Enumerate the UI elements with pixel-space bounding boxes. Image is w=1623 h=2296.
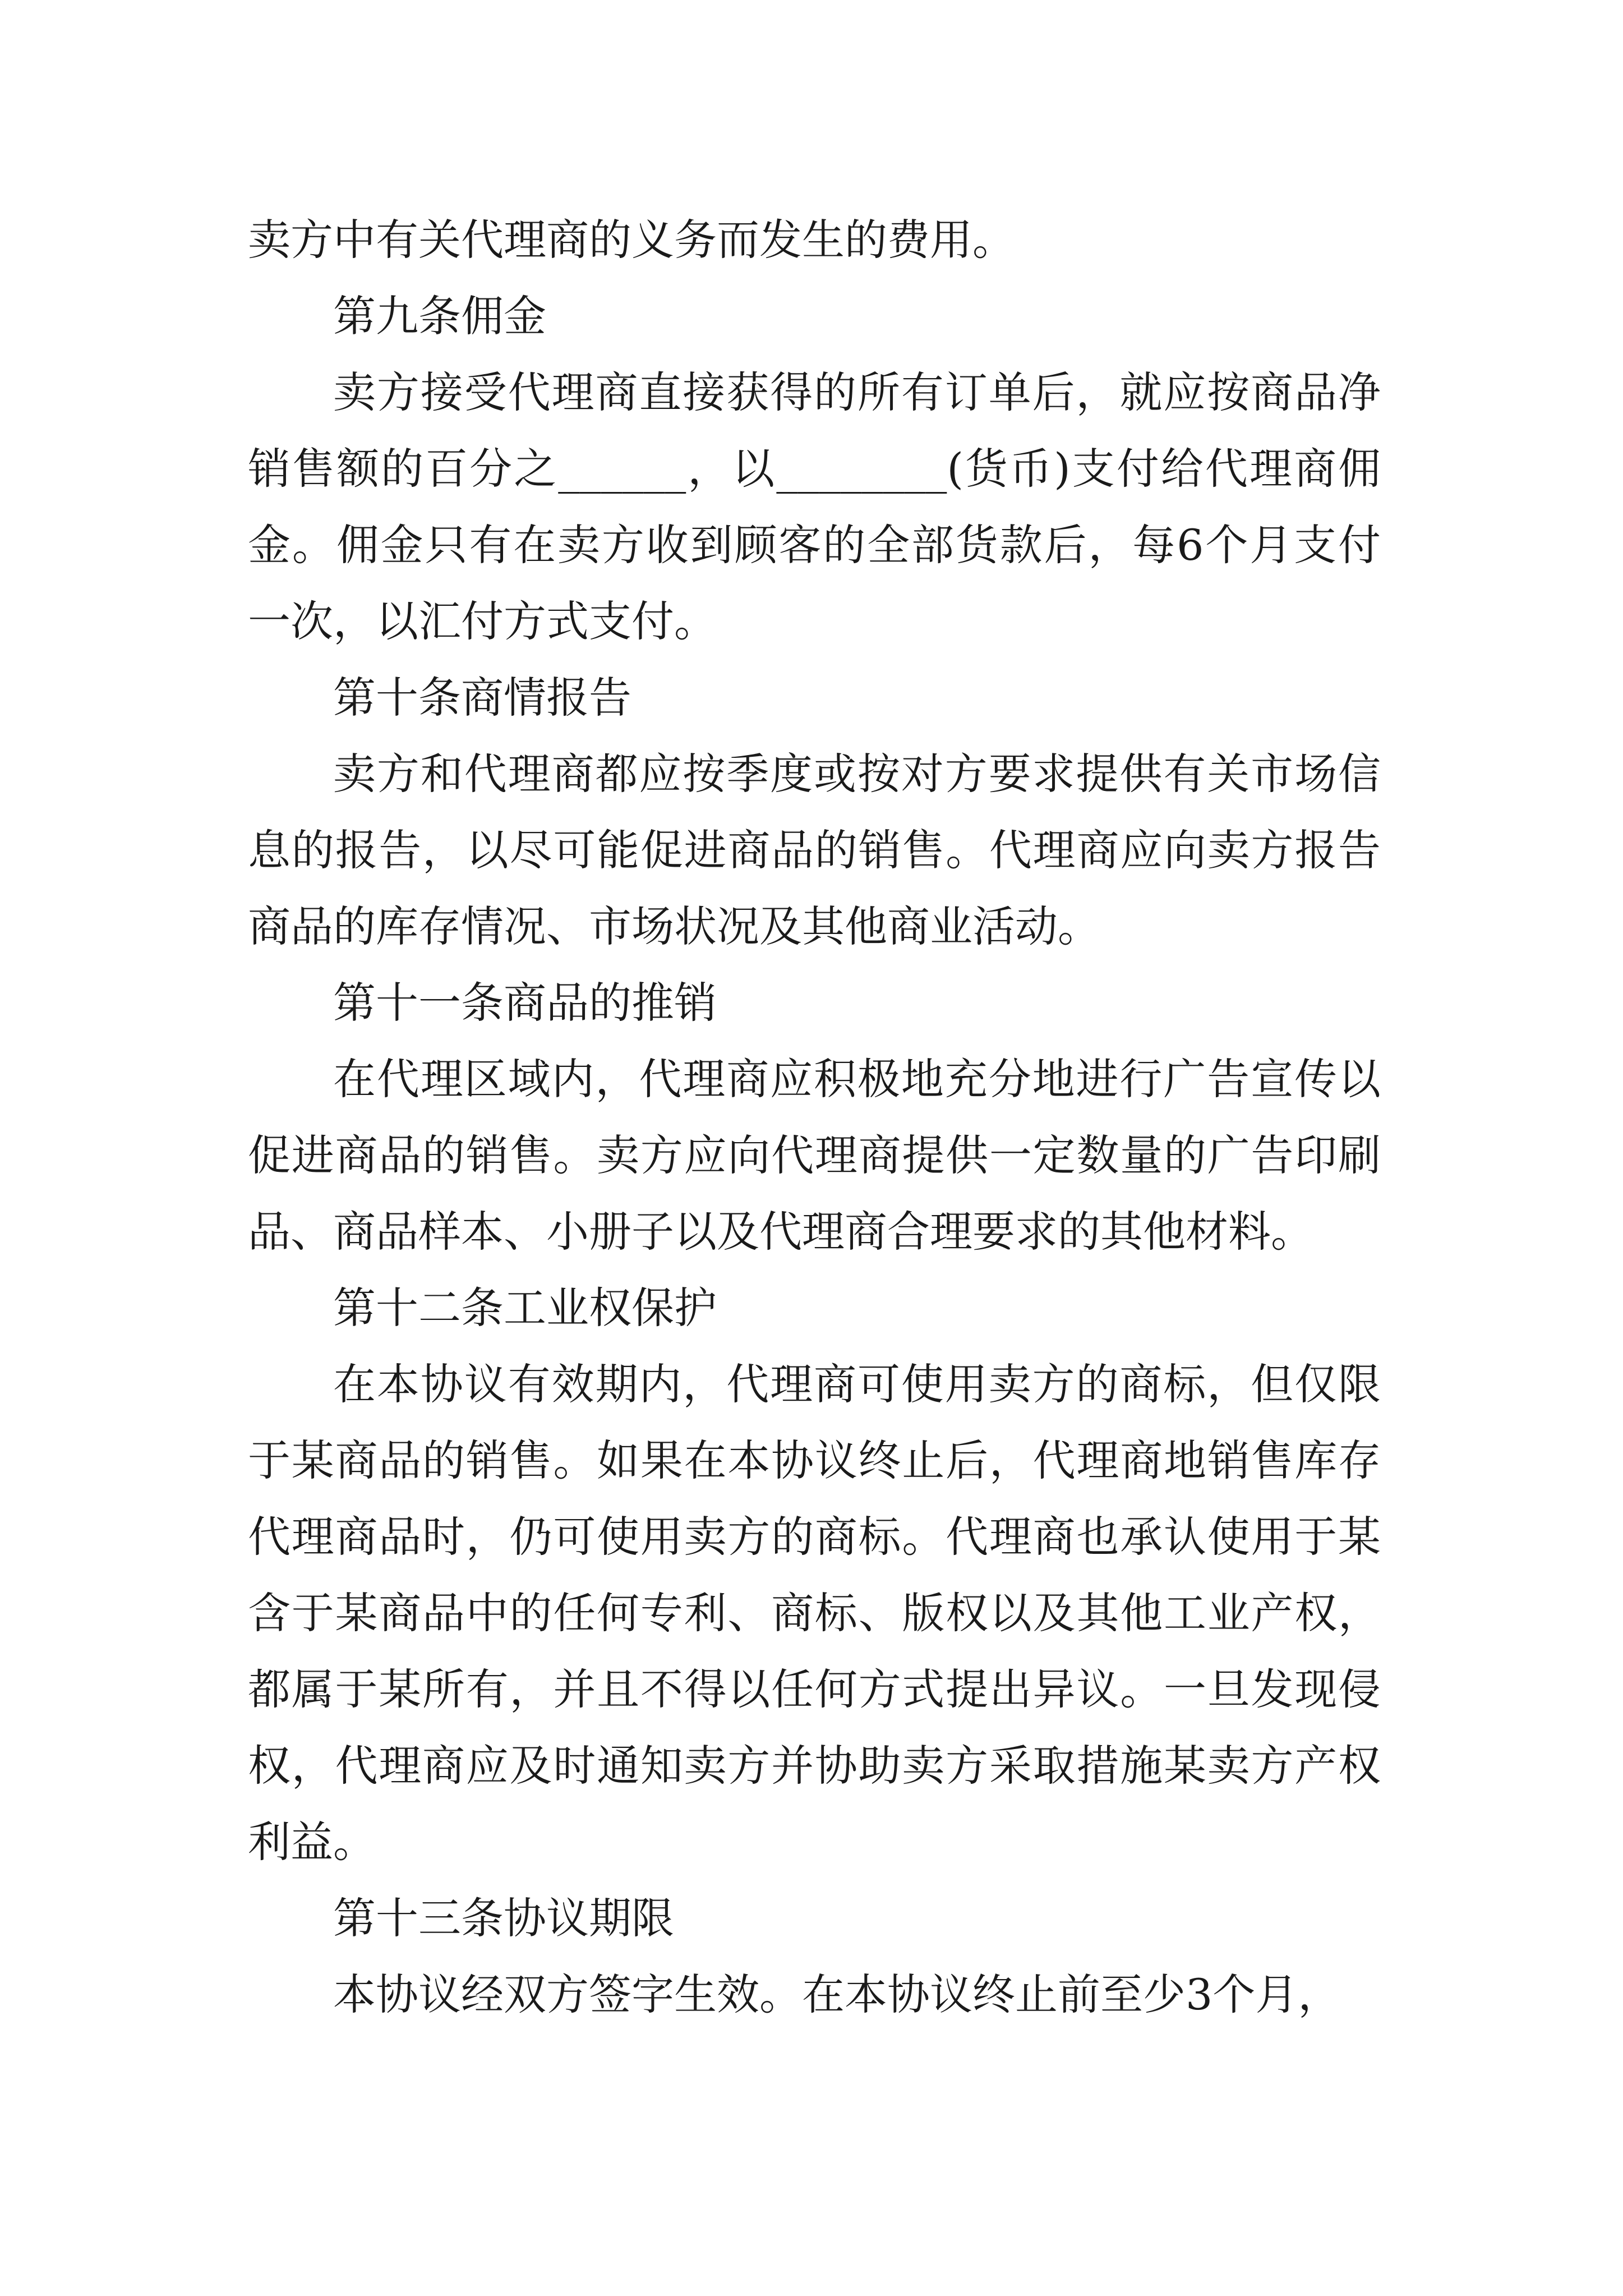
article-heading-12: 第十二条工业权保护 xyxy=(333,1283,717,1333)
article-13-body: 本协议经双方签字生效。在本协议终止前至少3个月， xyxy=(333,1970,1341,2019)
article-heading-11: 第十一条商品的推销 xyxy=(333,978,717,1028)
document-body xyxy=(248,202,1381,2033)
article-heading-10: 第十条商情报告 xyxy=(333,673,631,723)
article-heading-13: 第十三条协议期限 xyxy=(333,1893,674,1943)
article-9-body: 卖方接受代理商直接获得的所有订单后，就应按商品净销售额的百分之______，以________(货币)支付给代理商佣金。佣金只有在卖方收到顾客的全部货款后，每6个月支付一次，以汇付方式支付。 xyxy=(248,367,1381,646)
article-11-body: 在代理区域内，代理商应积极地充分地进行广告宣传以促进商品的销售。卖方应向代理商提供一定数量的广告印刷品、商品样本、小册子以及代理商合理要求的其他材料。 xyxy=(248,1054,1381,1257)
article-10-body: 卖方和代理商都应按季度或按对方要求提供有关市场信息的报告，以尽可能促进商品的销售。代理商应向卖方报告商品的库存情况、市场状况及其他商业活动。 xyxy=(248,749,1381,951)
article-12-body: 在本协议有效期内，代理商可使用卖方的商标，但仅限于某商品的销售。如果在本协议终止后，代理商地销售库存代理商品时，仍可使用卖方的商标。代理商也承认使用于某含于某商品中的任何专利、商标、版权以及其他工业产权，都属于某所有，并且不得以任何方式提出异议。一旦发现侵权，代理商应及时通知卖方并协助卖方采取措施某卖方产权利益。 xyxy=(248,1359,1381,1867)
article-heading-9: 第九条佣金 xyxy=(333,291,546,341)
paragraph-continuation: 卖方中有关代理商的义务而发生的费用。 xyxy=(248,215,1015,265)
